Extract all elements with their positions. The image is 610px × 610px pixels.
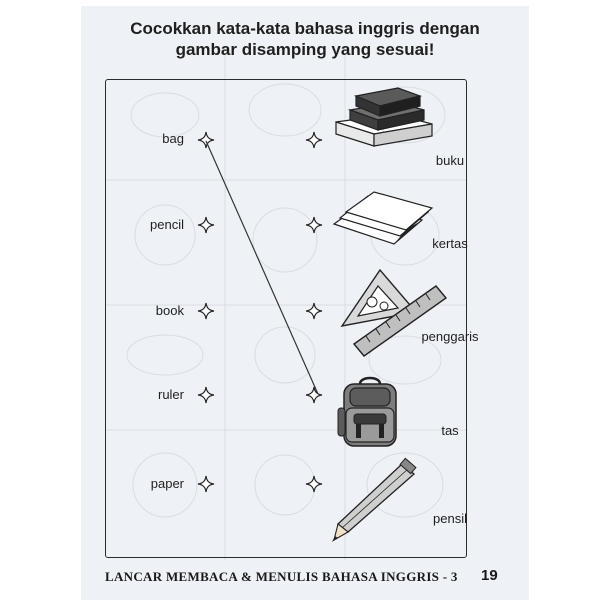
star-pencil-left[interactable] [198, 217, 214, 233]
star-tas-right[interactable] [306, 387, 322, 403]
word-kertas: kertas [432, 236, 468, 251]
star-pensil-right[interactable] [306, 476, 322, 492]
word-tas: tas [441, 423, 459, 438]
instruction-text [90, 18, 520, 60]
word-pencil: pencil [150, 217, 184, 232]
word-ruler: ruler [157, 387, 184, 402]
star-penggaris-right[interactable] [306, 303, 322, 319]
star-kertas-right[interactable] [306, 217, 322, 233]
pencil-icon [330, 460, 420, 544]
books-icon [334, 84, 434, 150]
word-bag: bag [162, 131, 184, 146]
star-paper-left[interactable] [198, 476, 214, 492]
word-buku: buku [435, 153, 465, 168]
star-ruler-left[interactable] [198, 387, 214, 403]
book-footer-title: LANCAR MEMBACA & MENULIS BAHASA INGGRIS - 3 [105, 569, 458, 584]
star-book-left[interactable] [198, 303, 214, 319]
word-penggaris: penggaris [421, 329, 479, 344]
page-number: 19 [481, 567, 498, 584]
star-buku-right[interactable] [306, 132, 322, 148]
instruction-line-1: Cocokkan kata-kata bahasa inggris dengan [130, 19, 480, 38]
word-book: book [155, 303, 184, 318]
instruction-line-2: gambar disamping yang sesuai! [175, 40, 435, 59]
backpack-icon [338, 374, 402, 450]
word-paper: paper [150, 476, 184, 491]
word-pensil: pensil [433, 511, 467, 526]
star-bag-left[interactable] [198, 132, 214, 148]
